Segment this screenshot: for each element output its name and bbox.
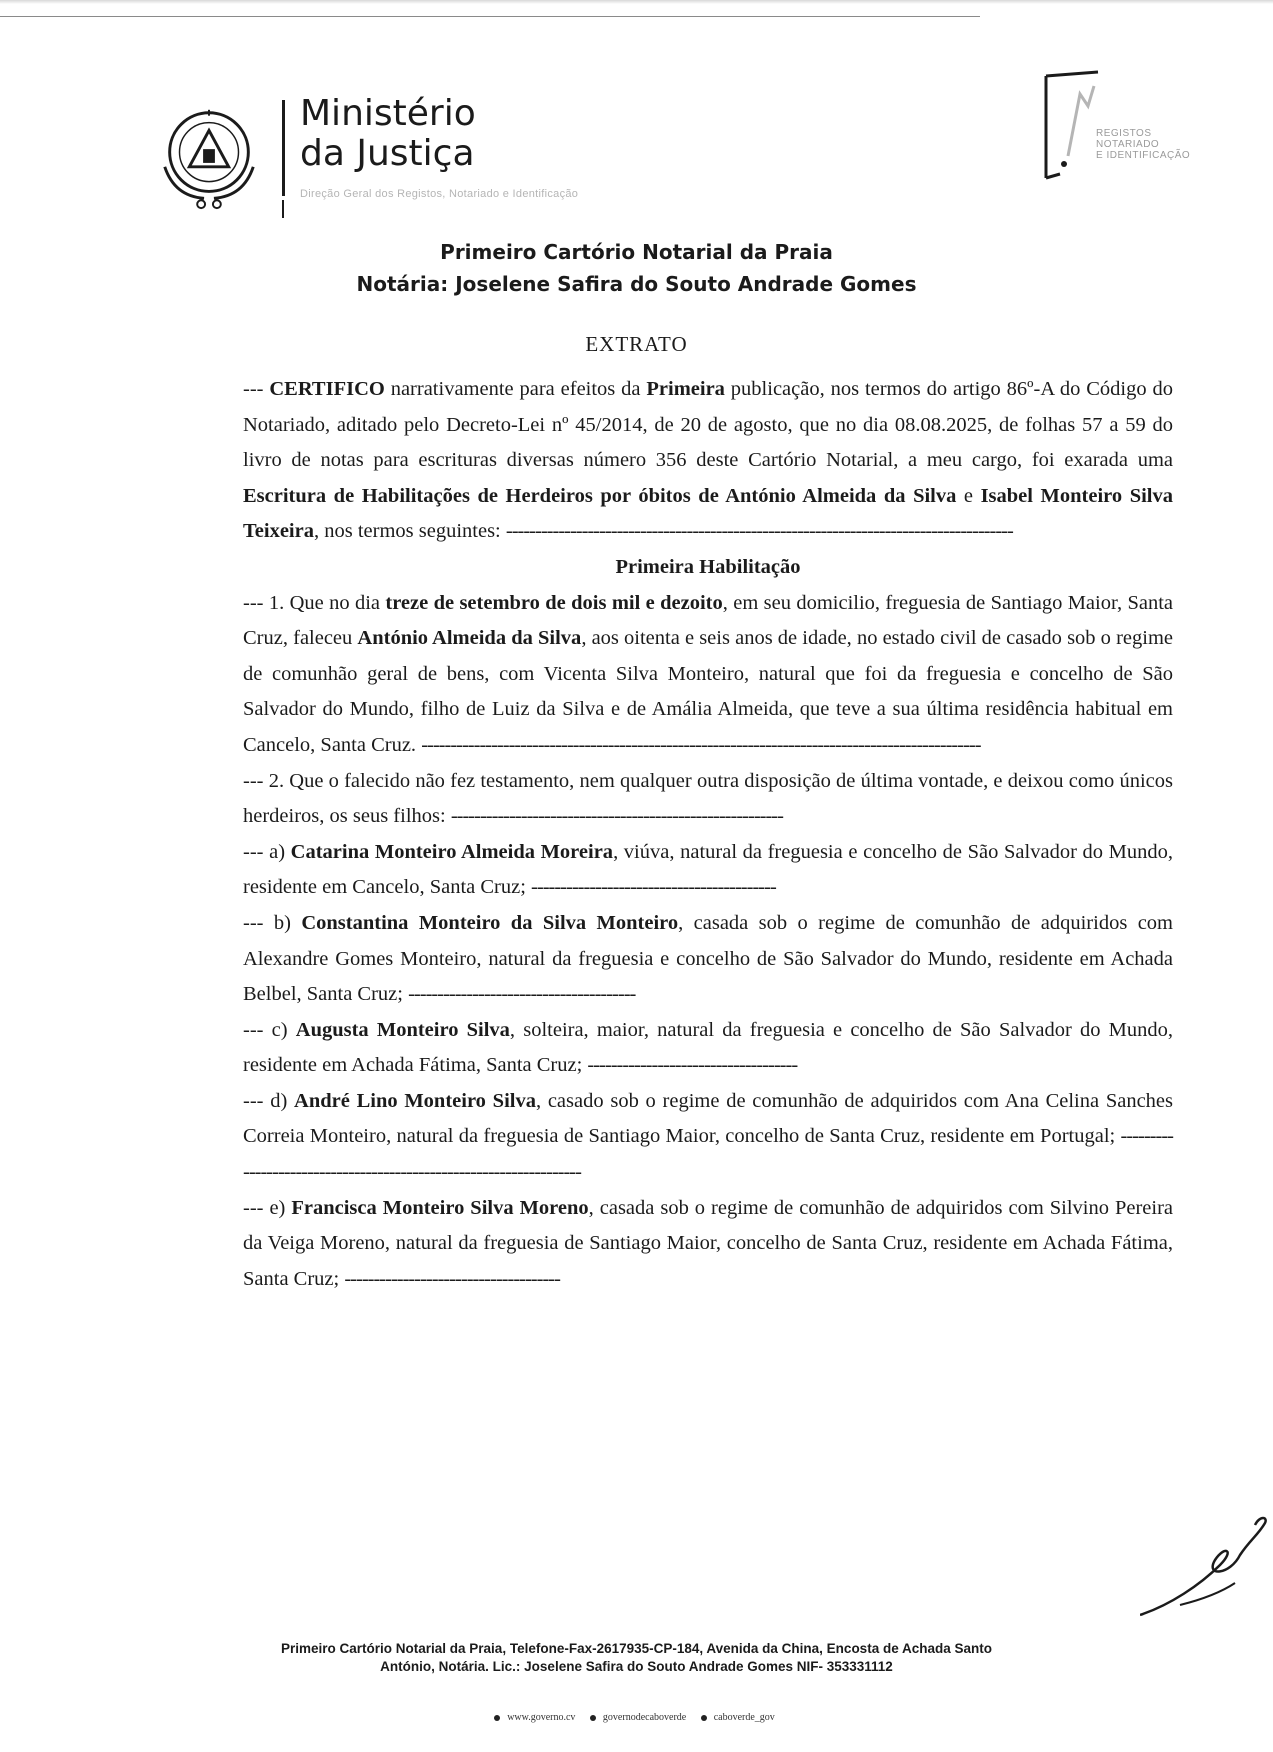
- heir-name: Constantina Monteiro da Silva Monteiro: [301, 911, 679, 934]
- document-body: [243, 372, 1173, 1297]
- document-title: EXTRATO: [585, 332, 688, 356]
- dash-filler: ------------------------------------------------------------------------------------------------: [421, 733, 981, 756]
- text: , aos oitenta e seis anos de idade, no estado civil de casado sob o regime de comunhão geral de bens, com Vicenta Silva Monteiro, natural que foi da freguesia e concelho de São Salvador do Mundo, filho de Luiz da Silva e de Amália Almeida, que teve a sua última residência habitual em Cancelo, Santa Cruz.: [243, 627, 1173, 756]
- cape-verde-coat-of-arms-icon: [150, 98, 268, 216]
- text: --- d): [243, 1089, 295, 1112]
- text: , casada sob o regime de comunhão de adquiridos com Silvino Pereira da Veiga Moreno, natural da freguesia de Santiago Maior, concelho de Santa Cruz, residente em Achada Fátima, Santa Cruz;: [243, 1196, 1173, 1290]
- text-bold: Primeira: [646, 378, 725, 400]
- dash-filler: -------------------------------------------------------------------: [243, 1125, 1173, 1184]
- heir-name: André Lino Monteiro Silva: [294, 1089, 536, 1112]
- dash-filler: ------------------------------------------: [531, 876, 776, 899]
- footer-line-1: Primeiro Cartório Notarial da Praia, Telefone-Fax-2617935-CP-184, Avenida da China, Encosta de Achada Santo: [281, 1641, 992, 1656]
- heir-name: Augusta Monteiro Silva: [295, 1018, 510, 1041]
- footer-facebook: governodecaboverde: [602, 1712, 687, 1723]
- dash-filler: -------------------------------------: [344, 1267, 560, 1290]
- office-name: Primeiro Cartório Notarial da Praia: [440, 240, 833, 264]
- text: e: [956, 484, 981, 507]
- text-bold: CERTIFICO: [269, 378, 385, 400]
- text: narrativamente para efeitos da: [384, 378, 647, 400]
- footer-social: [0, 1712, 1273, 1723]
- ministry-line-1: Ministério: [300, 93, 476, 134]
- divider: [282, 200, 284, 218]
- footer-instagram: caboverde_gov: [713, 1712, 775, 1723]
- heir-c: [243, 1013, 1173, 1084]
- intro-paragraph: [243, 372, 1173, 550]
- text: --- b): [243, 911, 302, 934]
- dash-filler: ------------------------------------: [587, 1054, 798, 1077]
- section-title: Primeira Habilitação: [615, 555, 801, 578]
- scan-edge: [0, 0, 1273, 4]
- text: --- e): [243, 1196, 292, 1219]
- heir-name: Catarina Monteiro Almeida Moreira: [290, 840, 614, 863]
- text: publicação, nos termos do artigo 86º-A do Código do Notariado, aditado pelo Decreto-Lei nº 45/2014, de 20 de agosto, que no dia 08.08.2025, de folhas 57 a 59 do livro de notas para escrituras diversas número 356 deste Cartório Notarial, a meu cargo, foi exarada uma: [243, 378, 1174, 472]
- ministry-line-2: da Justiça: [300, 133, 475, 174]
- ministry-subtitle: Direção Geral dos Registos, Notariado e Identificação: [300, 188, 579, 200]
- text: --- 2. Que o falecido não fez testamento, nem qualquer outra disposição de última vontade, e deixou como únicos herdeiros, os seus filhos:: [243, 769, 1173, 828]
- rni-line-1: REGISTOS: [1096, 128, 1152, 139]
- dash-filler: ---------------------------------------: [408, 983, 636, 1006]
- item-2-paragraph: [243, 764, 1173, 835]
- heir-a: [243, 835, 1173, 906]
- text-bold: António Almeida da Silva: [357, 627, 582, 650]
- divider: [282, 100, 285, 196]
- rni-text: [1096, 128, 1190, 161]
- page-header: [150, 88, 1200, 238]
- rni-line-2: NOTARIADO: [1096, 139, 1160, 150]
- heir-name: Francisca Monteiro Silva Moreno: [291, 1196, 589, 1219]
- text: , nos termos seguintes:: [313, 520, 506, 543]
- rni-line-3: E IDENTIFICAÇÃO: [1096, 150, 1191, 161]
- footer-website: www.governo.cv: [507, 1712, 576, 1723]
- text-bold: Isabel Monteiro Silva Teixeira: [243, 484, 1173, 543]
- text: --- c): [243, 1018, 296, 1041]
- text: , solteira, maior, natural da freguesia e concelho de São Salvador do Mundo, residente em Achada Fátima, Santa Cruz;: [243, 1018, 1174, 1077]
- text-bold: Escritura de Habilitações de Herdeiros por óbitos de António Almeida da Silva: [243, 484, 957, 507]
- text: , viúva, natural da freguesia e concelho de São Salvador do Mundo, residente em Cancelo, Santa Cruz;: [243, 840, 1173, 899]
- globe-icon: [494, 1715, 500, 1721]
- notary-name: Notária: Joselene Safira do Souto Andrade Gomes: [356, 272, 917, 296]
- text: --- a): [243, 840, 291, 863]
- page-footer: [0, 1640, 1273, 1676]
- heir-e: [243, 1191, 1173, 1298]
- text: , casada sob o regime de comunhão de adquiridos com Alexandre Gomes Monteiro, natural da freguesia e concelho de São Salvador do Mundo, residente em Achada Belbel, Santa Cruz;: [243, 911, 1173, 1006]
- dash-filler: ---------------------------------------------------------------------------------------: [505, 520, 1013, 543]
- text-bold: treze de setembro de dois mil e dezoito: [385, 591, 723, 614]
- footer-line-2: António, Notária. Lic.: Joselene Safira do Souto Andrade Gomes NIF- 353331112: [380, 1659, 893, 1674]
- instagram-icon: [701, 1715, 707, 1721]
- signature-mark: [1140, 1505, 1273, 1625]
- scan-line: [0, 16, 980, 17]
- text: ---: [243, 378, 270, 400]
- rni-logo-icon: [1038, 66, 1208, 186]
- facebook-icon: [590, 1715, 596, 1721]
- heir-d: [243, 1084, 1173, 1191]
- item-1-paragraph: [243, 586, 1173, 764]
- text: --- 1. Que no dia: [243, 591, 386, 614]
- heir-b: [243, 906, 1173, 1013]
- ministry-title: [300, 94, 476, 174]
- text: , casado sob o regime de comunhão de adquiridos com Ana Celina Sanches Correia Monteiro, natural da freguesia de Santiago Maior, concelho de Santa Cruz, residente em Portugal;: [243, 1089, 1173, 1148]
- dash-filler: ---------------------------------------------------------: [450, 805, 783, 828]
- text: , em seu domicilio, freguesia de Santiago Maior, Santa Cruz, faleceu: [243, 591, 1174, 650]
